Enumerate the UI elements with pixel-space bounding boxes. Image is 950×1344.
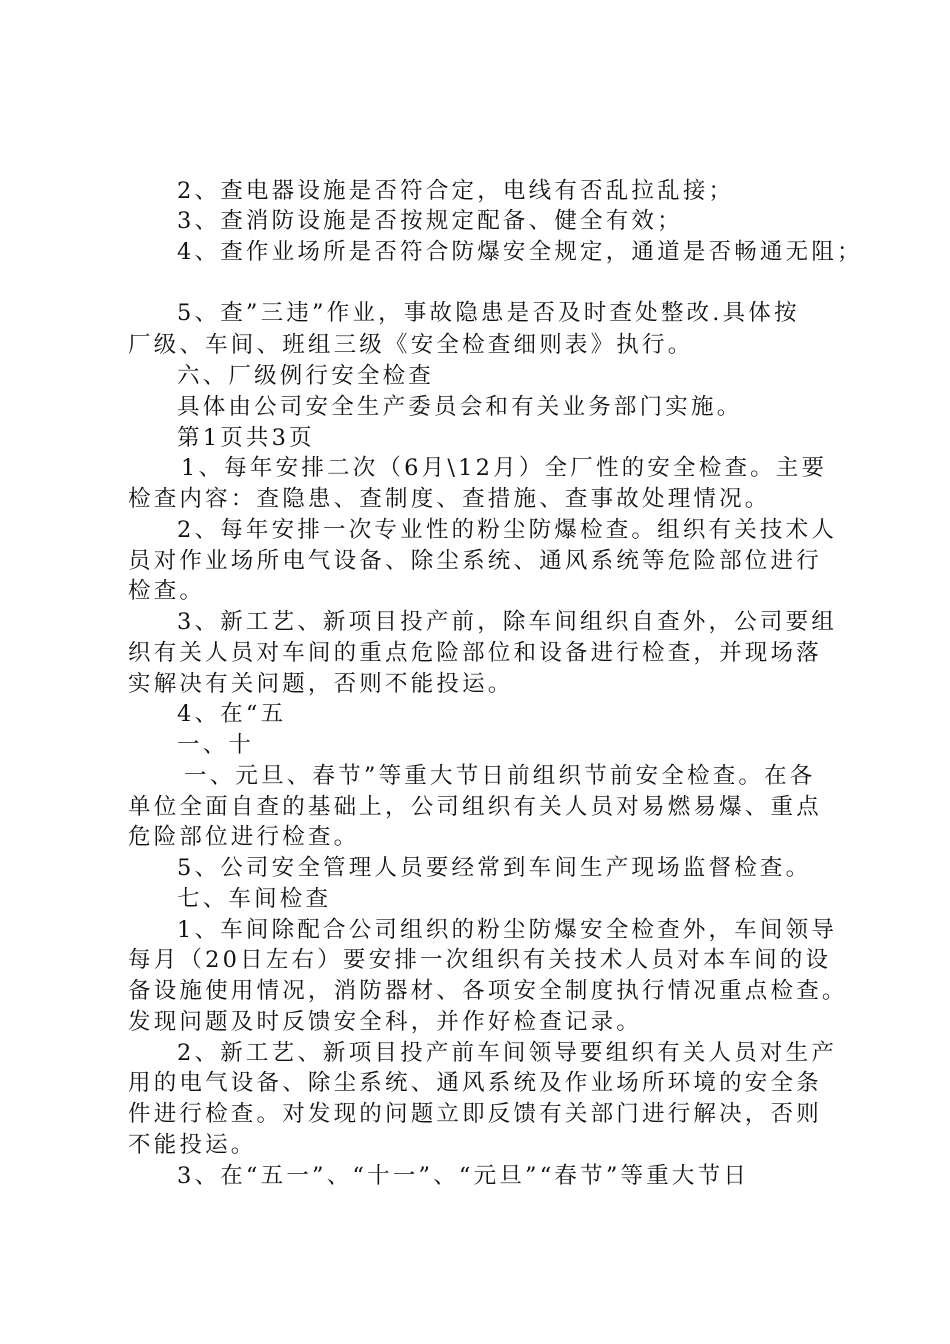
text-line: 织有关人员对车间的重点危险部位和设备进行检查，并现场落 [128,640,822,666]
text-line: 一、元旦、春节”等重大节日前组织节前安全检查。在各 [184,763,816,789]
text-line: 实解决有关问题，否则不能投运。 [128,671,514,697]
text-line: 2、查电器设施是否符合定，电线有否乱拉乱接； [177,178,735,204]
text-line: 3、在“五一”、“十一”、“元旦”“春节”等重大节日 [177,1163,750,1189]
text-line: 3、新工艺、新项目投产前，除车间组织自查外，公司要组 [177,609,838,635]
text-line: 4、查作业场所是否符合防爆安全规定，通道是否畅通无阻； [177,239,863,265]
text-line: 每月（20日左右）要安排一次组织有关技术人员对本车间的设 [128,947,832,973]
page-number: 第1页共3页 [177,425,315,451]
text-line: 用的电气设备、除尘系统、通风系统及作业场所环境的安全条 [128,1070,822,1096]
text-line: 员对作业场所电气设备、除尘系统、通风系统等危险部位进行 [128,548,822,574]
text-line: 2、新工艺、新项目投产前车间领导要组织有关人员对生产 [177,1040,838,1066]
text-line: 检查内容：查隐患、查制度、查措施、查事故处理情况。 [128,486,771,512]
text-line: 单位全面自查的基础上，公司组织有关人员对易燃易爆、重点 [128,794,822,820]
text-line: 5、查”三违”作业，事故隐患是否及时查处整改.具体按 [177,300,800,326]
text-line: 具体由公司安全生产委员会和有关业务部门实施。 [177,394,743,420]
text-line: 不能投运。 [128,1132,257,1158]
text-line: 一、十 [177,732,255,758]
text-line: 4、在“五 [177,701,287,727]
text-line: 发现问题及时反馈安全科，并作好检查记录。 [128,1009,643,1035]
text-line: 5、公司安全管理人员要经常到车间生产现场监督检查。 [177,855,812,881]
text-line: 厂级、车间、班组三级《安全检查细则表》执行。 [128,332,694,358]
text-line: 1、每年安排二次（6月\12月）全厂性的安全检查。主要 [181,455,828,481]
text-line: 检查。 [128,578,206,604]
text-line: 3、查消防设施是否按规定配备、健全有效； [177,208,683,234]
text-line: 危险部位进行检查。 [128,824,360,850]
section-heading: 六、厂级例行安全检查 [177,363,435,389]
text-line: 1、车间除配合公司组织的粉尘防爆安全检查外，车间领导 [177,917,838,943]
section-heading: 七、车间检查 [177,886,332,912]
text-line: 2、每年安排一次专业性的粉尘防爆检查。组织有关技术人 [177,517,838,543]
text-line: 件进行检查。对发现的问题立即反馈有关部门进行解决，否则 [128,1101,822,1127]
text-line: 备设施使用情况，消防器材、各项安全制度执行情况重点检查。 [128,978,848,1004]
